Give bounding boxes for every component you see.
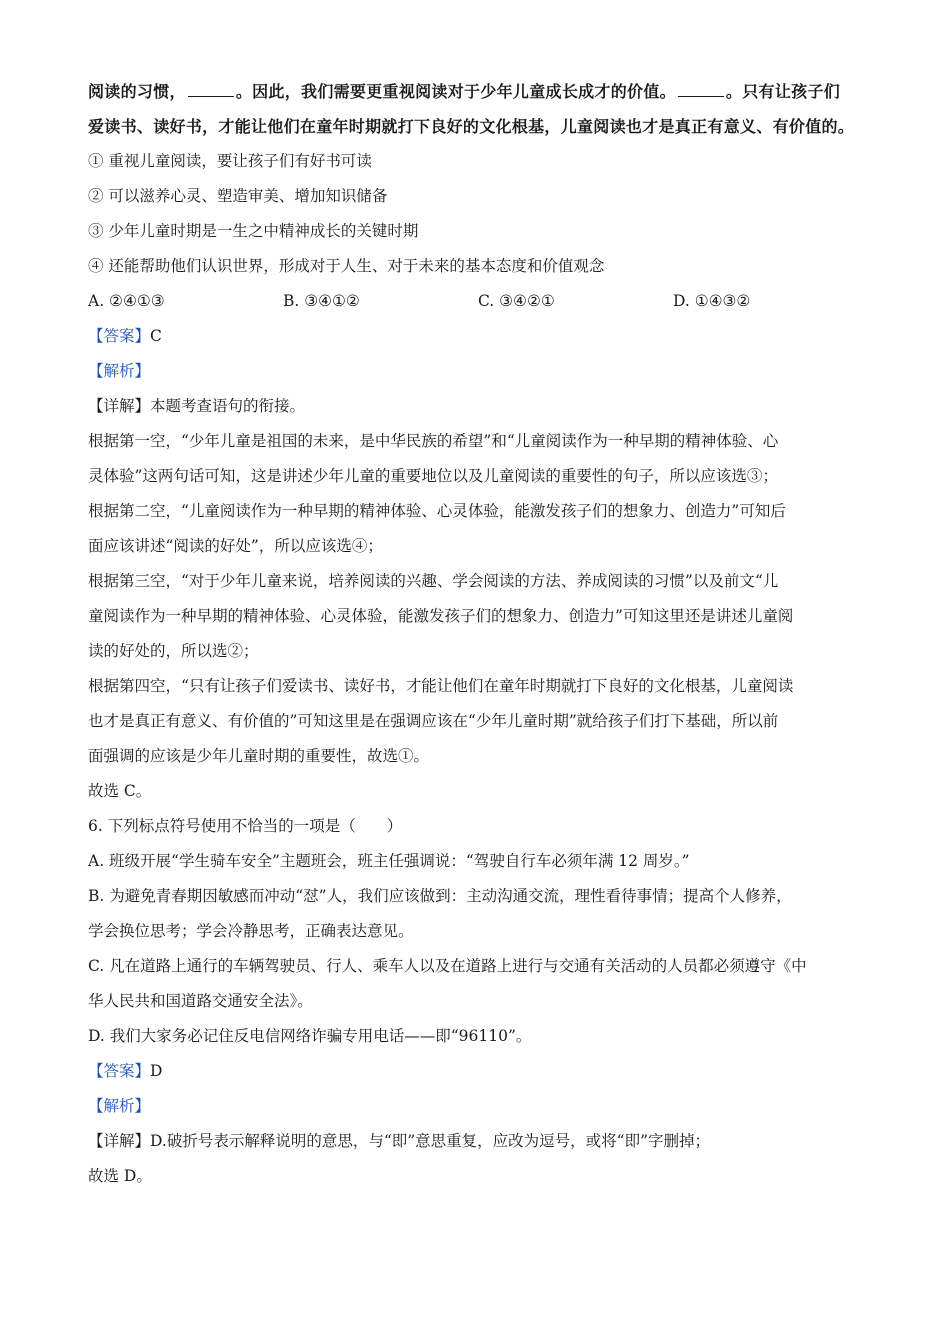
explanation-line: 根据第三空，“对于少年儿童来说，培养阅读的兴趣、学会阅读的方法、养成阅读的习惯”以及前文“儿 <box>88 572 779 590</box>
explanation-line: 根据第一空，“少年儿童是祖国的未来，是中华民族的希望”和“儿童阅读作为一种早期的精神体验、心 <box>88 432 779 450</box>
answer-tag: 【答案】 <box>88 327 151 345</box>
q6-option-d: D. 我们大家务必记住反电信网络诈骗专用电话——即“96110”。 <box>88 1027 532 1045</box>
passage-text: 。因此，我们需要更重视阅读对于少年儿童成长成才的价值。 <box>235 82 676 101</box>
passage-line-2: 爱读书、读好书，才能让他们在童年时期就打下良好的文化根基，儿童阅读也才是真正有意义、有价值的。 <box>88 117 855 136</box>
detail-text: D.破折号表示解释说明的意思，与“即”意思重复，应改为逗号，或将“即”字删掉； <box>150 1132 711 1150</box>
answer-options <box>88 284 878 319</box>
sentence-option: ② 可以滋养心灵、塑造审美、增加知识储备 <box>88 187 388 205</box>
q6-option-c: C. 凡在道路上通行的车辆驾驶员、行人、乘车人以及在道路上进行与交通有关活动的人员都必须遵守《中 <box>88 957 807 975</box>
passage-text: 阅读的习惯， <box>88 82 186 101</box>
explanation-line: 根据第二空，“儿童阅读作为一种早期的精神体验、心灵体验，能激发孩子们的想象力、创造力”可知后 <box>88 502 786 520</box>
answer-value: C <box>150 327 162 345</box>
q6-detail-line <box>88 1124 878 1159</box>
q6-option-c-cont: 华人民共和国道路交通安全法》。 <box>88 992 313 1010</box>
document-page <box>88 74 878 1194</box>
sentence-option: ① 重视儿童阅读，要让孩子们有好书可读 <box>88 152 372 170</box>
answer-tag: 【答案】 <box>88 1062 151 1080</box>
answer-value: D <box>150 1062 163 1080</box>
conclusion-line: 故选 C。 <box>88 782 152 800</box>
q6-option-b-cont: 学会换位思考；学会冷静思考，正确表达意见。 <box>88 922 414 940</box>
explanation-line: 面应该讲述“阅读的好处”，所以应该选④； <box>88 537 383 555</box>
explanation-line: 童阅读作为一种早期的精神体验、心灵体验，能激发孩子们的想象力、创造力”可知这里还是讲述儿童阅 <box>88 607 794 625</box>
option-c: C. ③④②① <box>478 292 555 310</box>
q6-analysis-line <box>88 1089 878 1124</box>
analysis-tag: 【解析】 <box>88 1097 151 1115</box>
q6-option-a: A. 班级开展“学生骑车安全”主题班会，班主任强调说：“驾驶自行车必须年满 12 周岁。” <box>88 852 690 870</box>
sentence-option: ③ 少年儿童时期是一生之中精神成长的关键时期 <box>88 222 419 240</box>
q6-conclusion: 故选 D。 <box>88 1167 152 1185</box>
option-d: D. ①④③② <box>673 292 751 310</box>
q6-option-b: B. 为避免青春期因敏感而冲动“怼”人，我们应该做到：主动沟通交流，理性看待事情；提高个人修养， <box>88 887 792 905</box>
explanation-line: 灵体验”这两句话可知，这是讲述少年儿童的重要地位以及儿童阅读的重要性的句子，所以应该选③； <box>88 467 778 485</box>
option-b: B. ③④①② <box>283 292 360 310</box>
passage-line-1 <box>88 74 878 109</box>
detail-tag: 【详解】 <box>88 1132 151 1150</box>
fill-blank <box>188 80 234 97</box>
detail-tag: 【详解】 <box>88 397 151 415</box>
analysis-tag: 【解析】 <box>88 362 151 380</box>
explanation-line: 根据第四空，“只有让孩子们爱读书、读好书，才能让他们在童年时期就打下良好的文化根基，儿童阅读 <box>88 677 794 695</box>
question-6-title: 6. 下列标点符号使用不恰当的一项是（ ） <box>88 817 403 835</box>
option-a: A. ②④①③ <box>88 292 165 310</box>
analysis-line <box>88 354 878 389</box>
detail-line <box>88 389 878 424</box>
answer-line <box>88 319 878 354</box>
explanation-line: 也才是真正有意义、有价值的”可知这里是在强调应该在“少年儿童时期”就给孩子们打下基础，所以前 <box>88 712 779 730</box>
explanation-line: 读的好处的，所以选②； <box>88 642 259 660</box>
detail-text: 本题考查语句的衔接。 <box>150 397 306 415</box>
fill-blank <box>678 80 724 97</box>
explanation-line: 面强调的应该是少年儿童时期的重要性，故选①。 <box>88 747 430 765</box>
q6-answer-line <box>88 1054 878 1089</box>
passage-text: 。只有让孩子们 <box>725 82 841 101</box>
sentence-option: ④ 还能帮助他们认识世界，形成对于人生、对于未来的基本态度和价值观念 <box>88 257 605 275</box>
